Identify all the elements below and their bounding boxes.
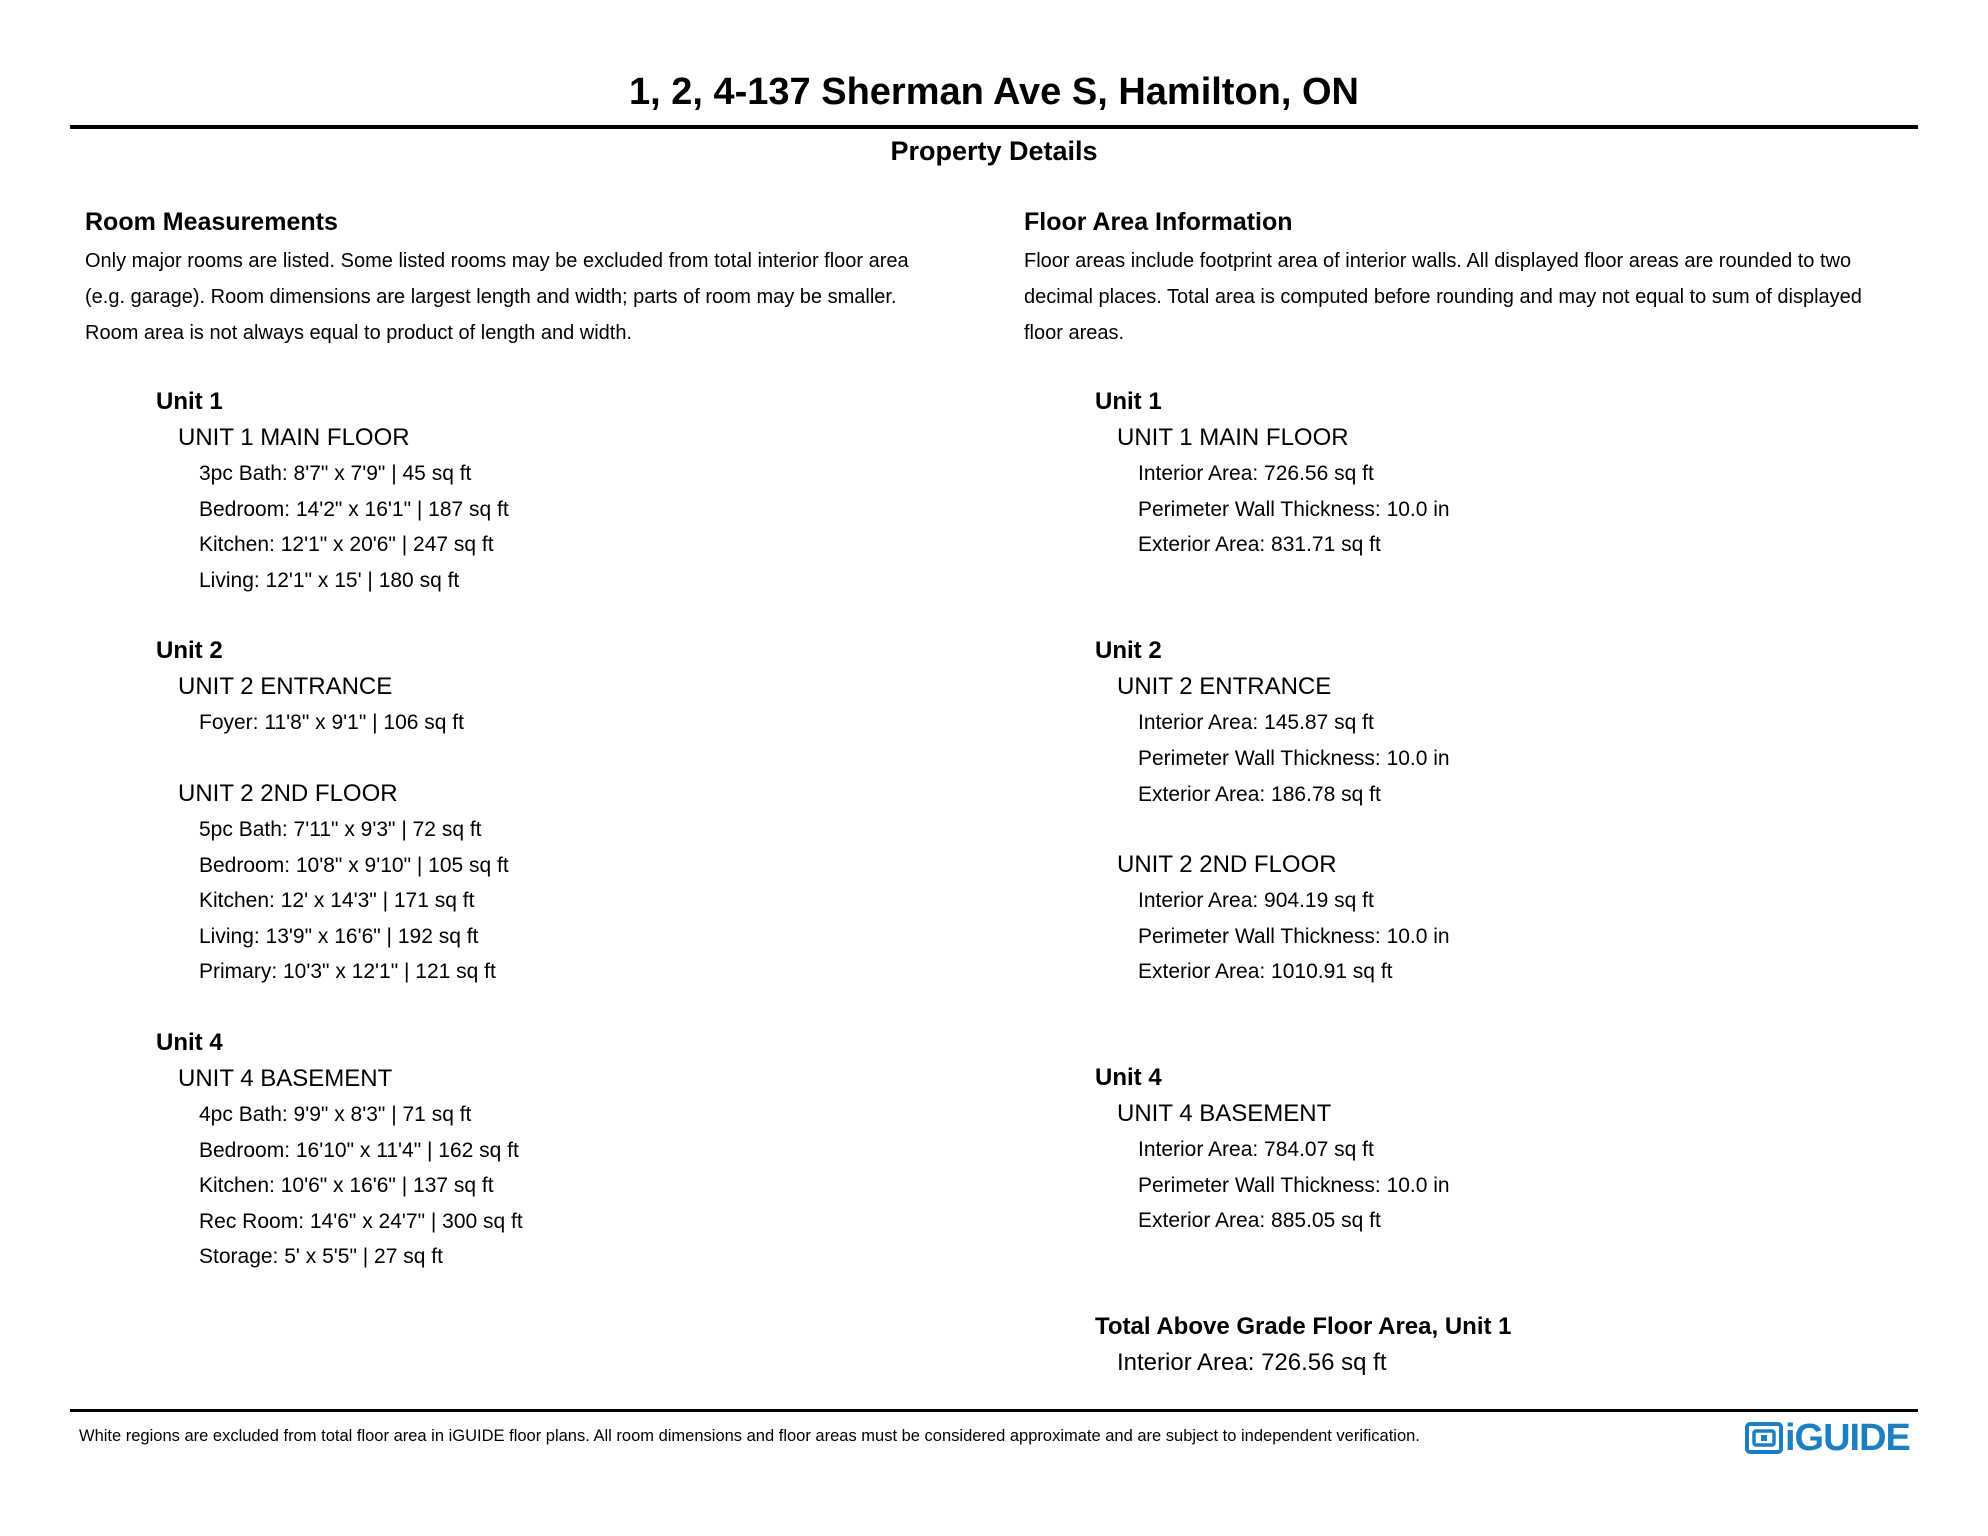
- floor-area-description-line: Floor areas include footprint area of interior walls. All displayed floor areas are rounded to two: [1024, 250, 1852, 272]
- room-item: 4pc Bath: 9'9" x 8'3" | 71 sq ft: [199, 1102, 472, 1126]
- room-item: 5pc Bath: 7'11" x 9'3" | 72 sq ft: [199, 817, 482, 841]
- footer-divider: [70, 1409, 1918, 1412]
- floor-name: UNIT 1 MAIN FLOOR: [178, 424, 410, 451]
- area-item: Exterior Area: 1010.91 sq ft: [1138, 960, 1393, 984]
- room-item: Bedroom: 16'10" x 11'4" | 162 sq ft: [199, 1138, 519, 1162]
- room-item: Rec Room: 14'6" x 24'7" | 300 sq ft: [199, 1209, 523, 1233]
- room-item: Foyer: 11'8" x 9'1" | 106 sq ft: [199, 711, 464, 735]
- page-title: 1, 2, 4-137 Sherman Ave S, Hamilton, ON: [629, 71, 1359, 113]
- area-item: Interior Area: 784.07 sq ft: [1138, 1137, 1374, 1161]
- floor-area-list: [1095, 384, 1512, 1381]
- room-measurements-list: [156, 384, 523, 1275]
- area-item: Perimeter Wall Thickness: 10.0 in: [1138, 497, 1450, 521]
- room-measurements-description-line: Room area is not always equal to product of length and width.: [85, 322, 632, 344]
- area-item: Exterior Area: 831.71 sq ft: [1138, 533, 1381, 557]
- room-item: Kitchen: 12'1" x 20'6" | 247 sq ft: [199, 533, 494, 557]
- room-item: Storage: 5' x 5'5" | 27 sq ft: [199, 1245, 443, 1269]
- area-item: Interior Area: 145.87 sq ft: [1138, 711, 1374, 735]
- unit-name: Unit 2: [1095, 637, 1162, 665]
- room-item: Kitchen: 10'6" x 16'6" | 137 sq ft: [199, 1174, 494, 1198]
- room-measurements-section: [85, 205, 1005, 351]
- total-area-value: Interior Area: 726.56 sq ft: [1117, 1348, 1387, 1376]
- floor-name: UNIT 2 ENTRANCE: [178, 673, 393, 701]
- unit-name: Unit 1: [1095, 388, 1162, 415]
- room-item: Bedroom: 14'2" x 16'1" | 187 sq ft: [199, 497, 509, 521]
- unit-name: Unit 4: [156, 1028, 223, 1056]
- unit-name: Unit 1: [156, 388, 223, 415]
- area-item: Perimeter Wall Thickness: 10.0 in: [1138, 924, 1450, 948]
- floor-area-description-line: decimal places. Total area is computed before rounding and may not equal to sum of displayed: [1024, 286, 1862, 308]
- area-item: Exterior Area: 186.78 sq ft: [1138, 782, 1381, 806]
- floor-name: UNIT 4 BASEMENT: [178, 1064, 393, 1092]
- title-divider: [70, 125, 1918, 129]
- iguide-logo-icon: [1745, 1421, 1783, 1455]
- footer-disclaimer: White regions are excluded from total floor area in iGUIDE floor plans. All room dimensions and floor areas must be considered approximate and are subject to independent verification.: [79, 1427, 1420, 1445]
- room-item: Living: 13'9" x 16'6" | 192 sq ft: [199, 924, 479, 948]
- total-area-heading: Total Above Grade Floor Area, Unit 1: [1095, 1312, 1512, 1340]
- unit-block: [1095, 633, 1512, 990]
- room-measurements-description-line: (e.g. garage). Room dimensions are largest length and width; parts of room may be smaller.: [85, 286, 897, 308]
- area-item: Exterior Area: 885.05 sq ft: [1138, 1209, 1381, 1233]
- room-item: Living: 12'1" x 15' | 180 sq ft: [199, 568, 460, 592]
- room-item: Primary: 10'3" x 12'1" | 121 sq ft: [199, 960, 496, 984]
- total-area-block: [1095, 1309, 1512, 1381]
- room-item: Kitchen: 12' x 14'3" | 171 sq ft: [199, 889, 475, 913]
- unit-block: [1095, 384, 1512, 563]
- floor-name: UNIT 2 2ND FLOOR: [1117, 851, 1337, 879]
- area-item: Interior Area: 904.19 sq ft: [1138, 889, 1374, 913]
- floor-name: UNIT 2 2ND FLOOR: [178, 779, 398, 807]
- floor-area-heading: Floor Area Information: [1024, 208, 1293, 236]
- unit-block: [156, 1025, 523, 1275]
- unit-block: [156, 384, 523, 598]
- unit-block: [156, 633, 523, 990]
- unit-block: [1095, 1060, 1512, 1239]
- iguide-logo: [1745, 1418, 1910, 1458]
- room-measurements-heading: Room Measurements: [85, 208, 338, 236]
- room-measurements-description-line: Only major rooms are listed. Some listed rooms may be excluded from total interior floor area: [85, 250, 909, 272]
- unit-name: Unit 2: [156, 637, 223, 665]
- floor-name: UNIT 1 MAIN FLOOR: [1117, 424, 1349, 451]
- unit-name: Unit 4: [1095, 1063, 1162, 1091]
- floor-area-description-line: floor areas.: [1024, 322, 1125, 344]
- page-subtitle: Property Details: [890, 136, 1098, 166]
- area-item: Perimeter Wall Thickness: 10.0 in: [1138, 746, 1450, 770]
- floor-name: UNIT 2 ENTRANCE: [1117, 673, 1332, 701]
- floor-area-section: [1024, 205, 1944, 351]
- iguide-logo-text: iGUIDE: [1785, 1417, 1910, 1459]
- room-item: Bedroom: 10'8" x 9'10" | 105 sq ft: [199, 853, 509, 877]
- area-item: Perimeter Wall Thickness: 10.0 in: [1138, 1173, 1450, 1197]
- area-item: Interior Area: 726.56 sq ft: [1138, 462, 1374, 485]
- room-item: 3pc Bath: 8'7" x 7'9" | 45 sq ft: [199, 462, 472, 485]
- floor-name: UNIT 4 BASEMENT: [1117, 1099, 1332, 1127]
